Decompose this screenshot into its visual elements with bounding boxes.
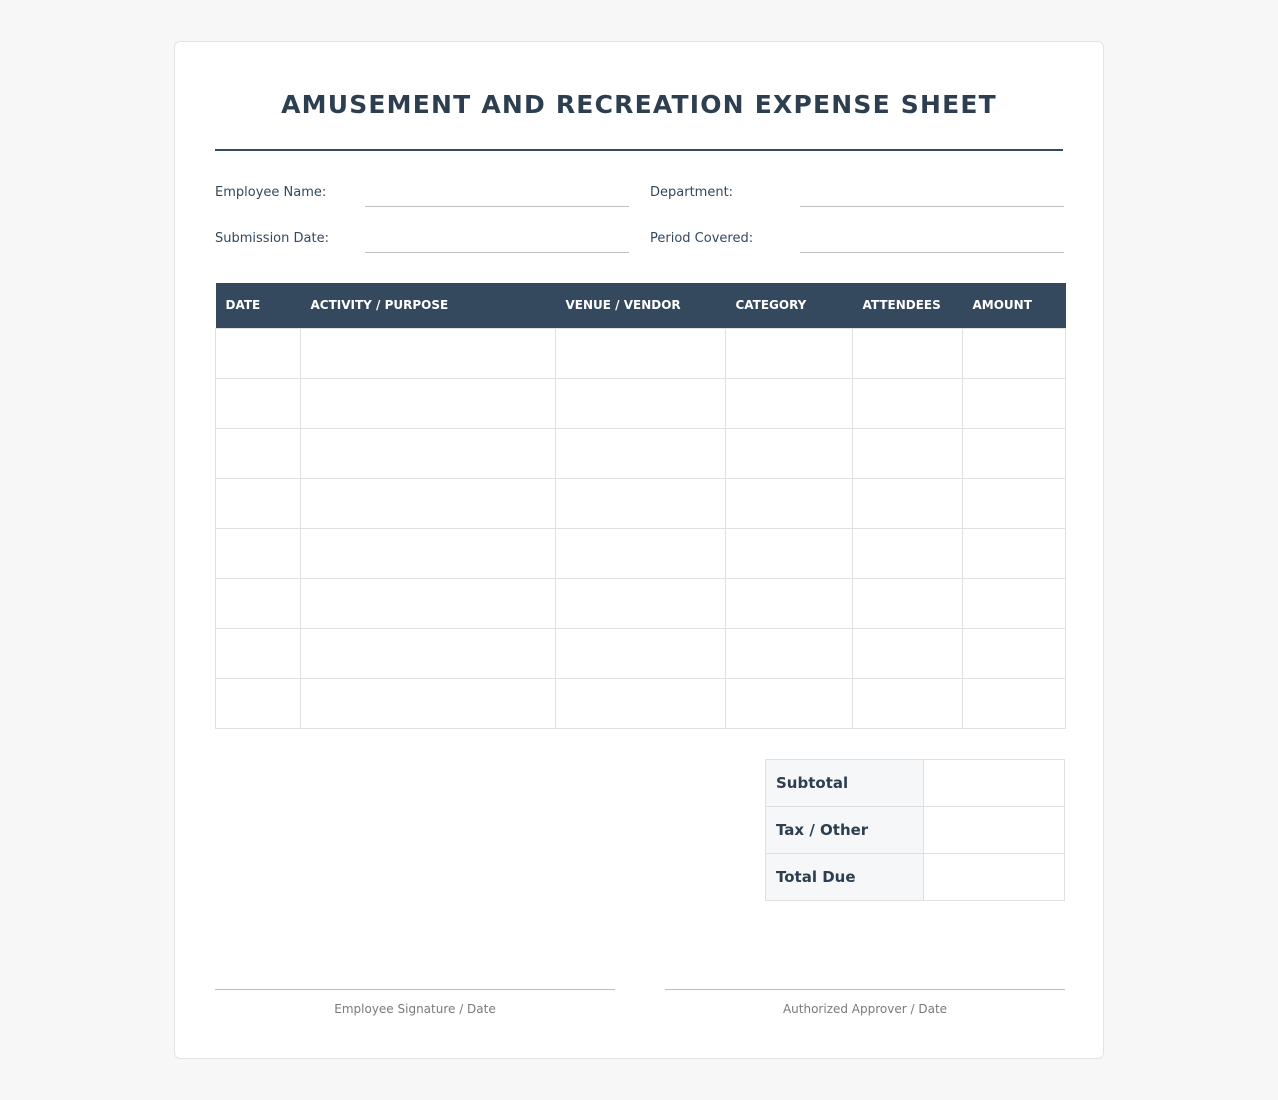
table-cell[interactable]: [556, 578, 726, 628]
table-cell[interactable]: [726, 628, 853, 678]
table-cell[interactable]: [963, 678, 1066, 728]
total-due-label: Total Due: [766, 854, 924, 901]
submission-date-field[interactable]: [365, 252, 629, 253]
department-label: Department:: [650, 185, 734, 200]
total-due-row: [766, 854, 1065, 901]
table-cell[interactable]: [726, 678, 853, 728]
table-cell[interactable]: [556, 378, 726, 428]
table-row: [216, 628, 1066, 678]
table-cell[interactable]: [216, 628, 301, 678]
table-cell[interactable]: [301, 478, 556, 528]
table-cell[interactable]: [963, 378, 1066, 428]
column-header: ATTENDEES: [853, 283, 963, 328]
table-row: [216, 678, 1066, 728]
table-cell[interactable]: [726, 328, 853, 378]
table-cell[interactable]: [556, 428, 726, 478]
table-cell[interactable]: [853, 428, 963, 478]
table-cell[interactable]: [556, 528, 726, 578]
employee-name-label: Employee Name:: [215, 185, 327, 200]
table-cell[interactable]: [216, 478, 301, 528]
table-header-row: [216, 283, 1066, 328]
title-divider: [215, 149, 1063, 151]
approver-signature-label: Authorized Approver / Date: [782, 1002, 948, 1016]
table-cell[interactable]: [301, 428, 556, 478]
table-row: [216, 578, 1066, 628]
tax-other-value-cell[interactable]: [924, 807, 1065, 854]
tax-other-label: Tax / Other: [766, 807, 924, 854]
table-cell[interactable]: [853, 378, 963, 428]
table-cell[interactable]: [301, 628, 556, 678]
table-cell[interactable]: [556, 678, 726, 728]
table-body: [216, 328, 1066, 728]
subtotal-label: Subtotal: [766, 760, 924, 807]
table-cell[interactable]: [726, 528, 853, 578]
expense-table: [215, 283, 1066, 729]
table-cell[interactable]: [301, 378, 556, 428]
table-cell[interactable]: [853, 678, 963, 728]
table-cell[interactable]: [853, 478, 963, 528]
column-header: VENUE / VENDOR: [556, 283, 726, 328]
table-row: [216, 328, 1066, 378]
table-cell[interactable]: [726, 378, 853, 428]
table-cell[interactable]: [963, 328, 1066, 378]
table-cell[interactable]: [853, 528, 963, 578]
column-header: AMOUNT: [963, 283, 1066, 328]
table-cell[interactable]: [853, 328, 963, 378]
table-cell[interactable]: [301, 528, 556, 578]
period-covered-label: Period Covered:: [650, 231, 754, 246]
department-field[interactable]: [800, 206, 1064, 207]
table-row: [216, 428, 1066, 478]
table-cell[interactable]: [216, 428, 301, 478]
table-cell[interactable]: [216, 378, 301, 428]
table-cell[interactable]: [963, 628, 1066, 678]
column-header: DATE: [216, 283, 301, 328]
table-row: [216, 528, 1066, 578]
table-row: [216, 478, 1066, 528]
sheet-title: AMUSEMENT AND RECREATION EXPENSE SHEET: [281, 90, 997, 119]
employee-signature-line[interactable]: [215, 989, 615, 990]
table-cell[interactable]: [963, 578, 1066, 628]
table-cell[interactable]: [301, 578, 556, 628]
employee-signature-label: Employee Signature / Date: [334, 1002, 496, 1016]
table-cell[interactable]: [726, 478, 853, 528]
table-cell[interactable]: [853, 628, 963, 678]
table-cell[interactable]: [216, 528, 301, 578]
submission-date-label: Submission Date:: [215, 231, 329, 246]
table-cell[interactable]: [301, 678, 556, 728]
table-cell[interactable]: [726, 578, 853, 628]
totals-table: [765, 759, 1065, 901]
table-cell[interactable]: [963, 528, 1066, 578]
expense-sheet: [174, 41, 1104, 1059]
tax-other-row: [766, 807, 1065, 854]
table-cell[interactable]: [216, 578, 301, 628]
total-due-value-cell[interactable]: [924, 854, 1065, 901]
column-header: ACTIVITY / PURPOSE: [301, 283, 556, 328]
approver-signature-line[interactable]: [665, 989, 1065, 990]
column-header: CATEGORY: [726, 283, 853, 328]
table-cell[interactable]: [556, 328, 726, 378]
table-cell[interactable]: [853, 578, 963, 628]
table-cell[interactable]: [216, 328, 301, 378]
table-cell[interactable]: [963, 478, 1066, 528]
table-cell[interactable]: [301, 328, 556, 378]
table-cell[interactable]: [556, 628, 726, 678]
table-row: [216, 378, 1066, 428]
subtotal-row: [766, 760, 1065, 807]
subtotal-value-cell[interactable]: [924, 760, 1065, 807]
employee-name-field[interactable]: [365, 206, 629, 207]
table-cell[interactable]: [216, 678, 301, 728]
table-cell[interactable]: [963, 428, 1066, 478]
table-cell[interactable]: [726, 428, 853, 478]
period-covered-field[interactable]: [800, 252, 1064, 253]
table-cell[interactable]: [556, 478, 726, 528]
